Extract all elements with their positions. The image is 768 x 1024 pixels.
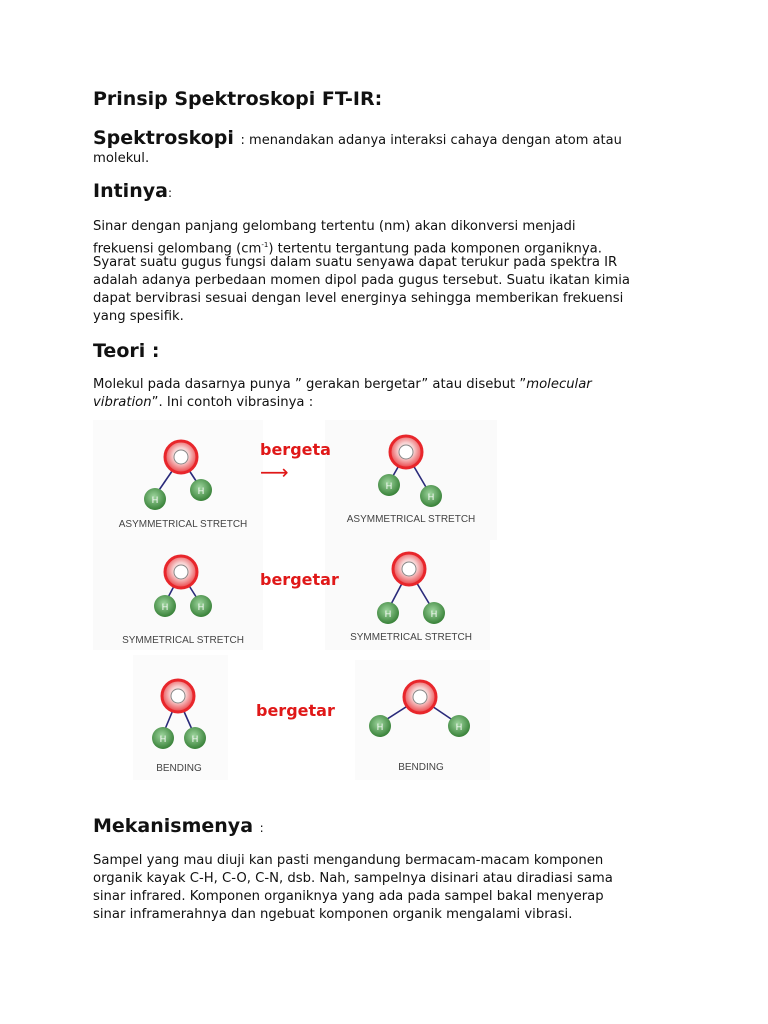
arrow-icon: ⟶ [260, 460, 289, 484]
mekanisme-line-1: Sampel yang mau diuji kan pasti mengandung bermacam-macam komponen [93, 853, 604, 868]
spektroskopi-heading [93, 127, 622, 149]
atom-h-label: H [191, 734, 199, 744]
superscript: -1 [261, 241, 269, 249]
intinya-line-1: Sinar dengan panjang gelombang tertentu (nm) akan dikonversi menjadi [93, 219, 576, 234]
atom-h-label: H [161, 602, 169, 612]
teori-line-2a: vibration [93, 395, 152, 410]
intinya-line-3: Syarat suatu gugus fungsi dalam suatu senyawa dapat terukur pada spektra IR [93, 255, 618, 270]
spektroskopi-definition-cont: molekul. [93, 151, 150, 166]
teori-line-1 [93, 376, 592, 394]
figure-label: ASYMMETRICAL STRETCH [118, 519, 248, 530]
figure-label: SYMMETRICAL STRETCH [122, 635, 244, 646]
image-tile [133, 655, 228, 780]
figure-label: BENDING [398, 762, 444, 773]
mekanisme-heading-text: Mekanismenya [93, 815, 254, 837]
atom-h-label: H [430, 609, 438, 619]
teori-line-1b: molecular [526, 377, 592, 392]
mekanisme-line-2: organik kayak C-H, C-O, C-N, dsb. Nah, sampelnya disinari atau diradiasi sama [93, 871, 613, 886]
atom-h-label: H [384, 609, 392, 619]
intinya-line-2b: ) tertentu tergantung pada komponen organiknya. [268, 241, 602, 257]
vibrate-label: bergetar [260, 570, 339, 589]
mekanisme-heading [93, 815, 264, 837]
spektroskopi-term: Spektroskopi [93, 127, 234, 149]
intinya-heading-text: Intinya [93, 180, 168, 202]
atom-h-label: H [455, 722, 463, 732]
intinya-heading [93, 180, 172, 202]
teori-heading: Teori : [93, 340, 160, 362]
page-title: Prinsip Spektroskopi FT-IR: [93, 88, 383, 110]
mekanisme-line-3: sinar infrared. Komponen organiknya yang ada pada sampel bakal menyerap [93, 889, 604, 904]
figure-label: SYMMETRICAL STRETCH [350, 632, 472, 643]
intinya-line-6: yang spesifik. [93, 309, 184, 324]
atom-h-label: H [151, 495, 159, 505]
intinya-colon: : [167, 186, 172, 200]
atom-h-label: H [385, 481, 393, 491]
atom-h-label: H [376, 722, 384, 732]
teori-line-2 [93, 394, 313, 412]
atom-h-label: H [197, 602, 205, 612]
atom-h-label: H [197, 486, 205, 496]
vibrate-label: bergeta [260, 440, 331, 459]
figure-label: ASYMMETRICAL STRETCH [346, 514, 476, 525]
vibration-figure [93, 420, 498, 785]
teori-line-1a: Molekul pada dasarnya punya ” gerakan bergetar” atau disebut ” [93, 377, 527, 392]
intinya-line-5: dapat bervibrasi sesuai dengan level energinya sehingga memberikan frekuensi [93, 291, 624, 306]
atom-h-label: H [427, 492, 435, 502]
intinya-line-2a: frekuensi gelombang (cm [93, 241, 262, 257]
teori-line-2b: ”. Ini contoh vibrasinya : [151, 395, 314, 410]
figure-label: BENDING [156, 763, 202, 774]
vibrate-label: bergetar [256, 701, 335, 720]
mekanisme-colon: : [259, 821, 264, 835]
mekanisme-line-4: sinar inframerahnya dan ngebuat komponen organik mengalami vibrasi. [93, 907, 573, 922]
intinya-line-4: adalah adanya perbedaan momen dipol pada gugus tersebut. Suatu ikatan kimia [93, 273, 630, 288]
atom-h-label: H [159, 734, 167, 744]
spektroskopi-definition: : menandakan adanya interaksi cahaya dengan atom atau [240, 133, 622, 148]
